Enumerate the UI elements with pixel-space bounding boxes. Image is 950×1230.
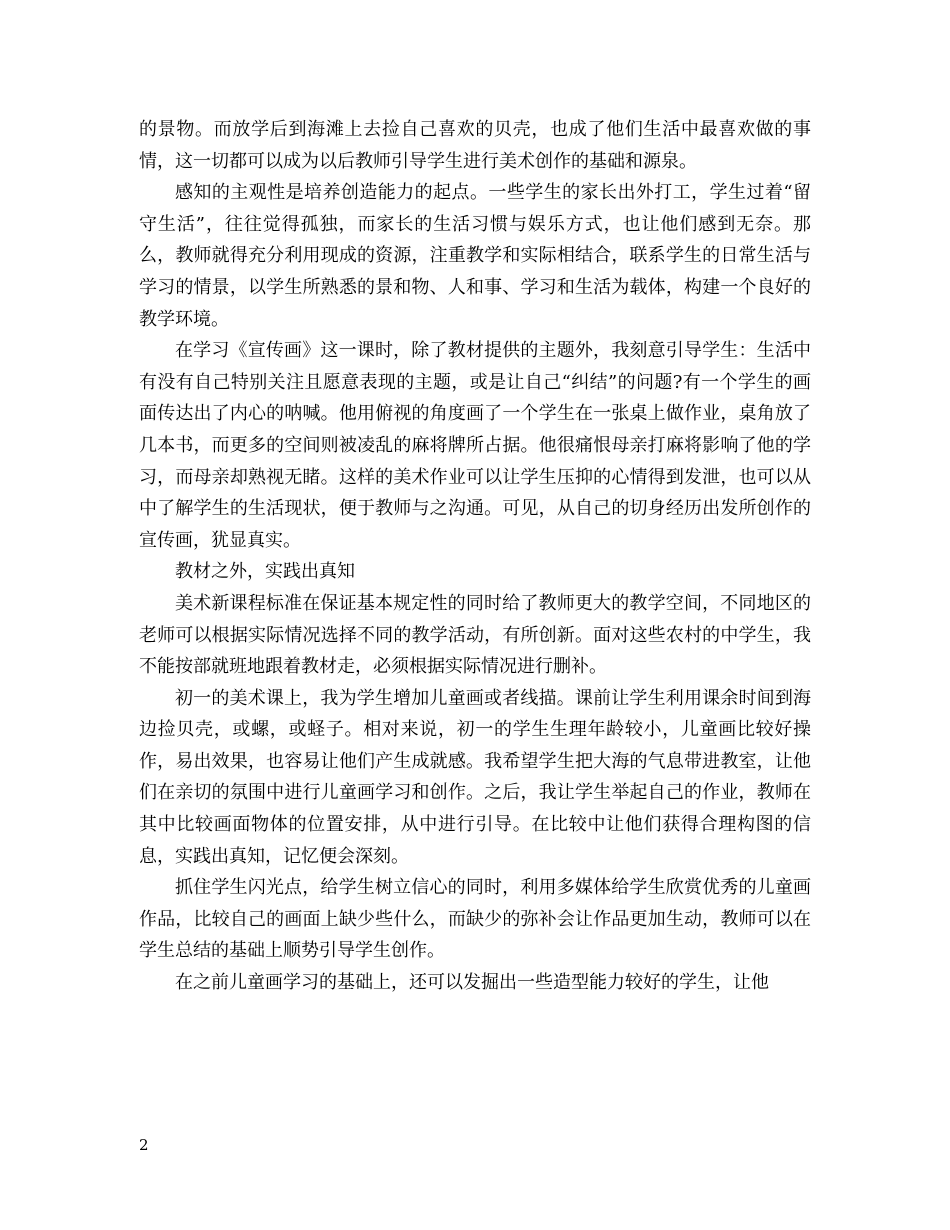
paragraph-2: 感知的主观性是培养创造能力的起点。一些学生的家长出外打工，学生过着“留守生活”，往往觉得孤独，而家长的生活习惯与娱乐方式，也让他们感到无奈。那么，教师就得充分利用现成的资源，注重教学和实际相结合，联系学生的日常生活与学习的情景，以学生所熟悉的景和物、人和事、学习和生活为载体，构建一个良好的教学环境。 [139, 182, 811, 330]
paragraph-5: 初一的美术课上，我为学生增加儿童画或者线描。课前让学生利用课余时间到海边捡贝壳，或螺，或蛏子。相对来说，初一的学生生理年龄较小，儿童画比较好操作，易出效果，也容易让他们产生成就感。我希望学生把大海的气息带进教室，让他们在亲切的氛围中进行儿童画学习和创作。之后，我让学生举起自己的作业，教师在其中比较画面物体的位置安排，从中进行引导。在比较中让他们获得合理构图的信息，实践出真知，记忆便会深刻。 [139, 687, 811, 867]
paragraph-6: 抓住学生闪光点，给学生树立信心的同时，利用多媒体给学生欣赏优秀的儿童画作品，比较自己的画面上缺少些什么，而缺少的弥补会让作品更加生动，教师可以在学生总结的基础上顺势引导学生创作。 [139, 877, 811, 962]
section-heading: 教材之外，实践出真知 [175, 561, 355, 583]
page-number: 2 [139, 1136, 149, 1154]
paragraph-1: 的景物。而放学后到海滩上去捡自己喜欢的贝壳，也成了他们生活中最喜欢做的事情，这一切都可以成为以后教师引导学生进行美术创作的基础和源泉。 [139, 119, 811, 172]
paragraph-3: 在学习《宣传画》这一课时，除了教材提供的主题外，我刻意引导学生：生活中有没有自己特别关注且愿意表现的主题，或是让自己“纠结”的问题?有一个学生的画面传达出了内心的呐喊。他用俯视的角度画了一个学生在一张桌上做作业，桌角放了几本书，而更多的空间则被凌乱的麻将牌所占据。他很痛恨母亲打麻将影响了他的学习，而母亲却熟视无睹。这样的美术作业可以让学生压抑的心情得到发泄，也可以从中了解学生的生活现状，便于教师与之沟通。可见，从自己的切身经历出发所创作的宣传画，犹显真实。 [139, 340, 811, 551]
paragraph-7: 在之前儿童画学习的基础上，还可以发掘出一些造型能力较好的学生，让他 [175, 972, 769, 994]
paragraph-4: 美术新课程标准在保证基本规定性的同时给了教师更大的教学空间，不同地区的老师可以根据实际情况选择不同的教学活动，有所创新。面对这些农村的中学生，我不能按部就班地跟着教材走，必须根据实际情况进行删补。 [139, 592, 811, 678]
document-body [139, 114, 811, 999]
